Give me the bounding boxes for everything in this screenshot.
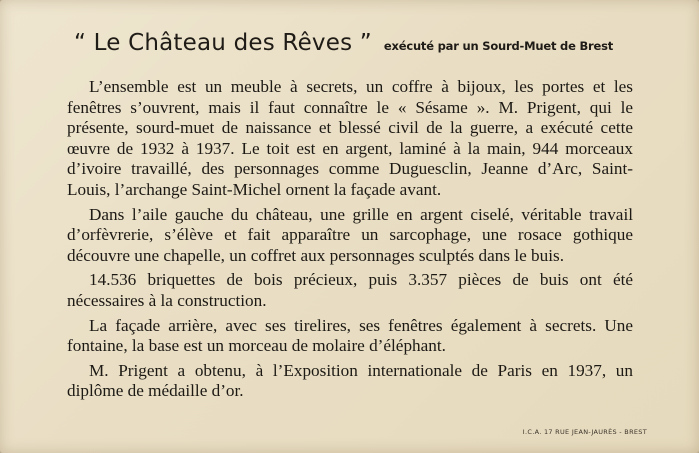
document-title: “ Le Château des Rêves ” (74, 30, 372, 56)
header (74, 30, 674, 56)
printer-imprint: I.C.A. 17 RUE JEAN-JAURÈS - BREST (522, 428, 647, 436)
paragraph-2: Dans l’aile gauche du château, une grille en argent ciselé, véritable travail d’orfèvrerie, s’élève et fait apparaître un sarcophage, une rosace gothique découvre une chapelle, un coffret aux personnages sculptés dans le buis. (67, 204, 633, 265)
paragraph-1: L’ensemble est un meuble à secrets, un coffre à bijoux, les portes et les fenêtres s’ouvrent, mais il faut connaître le « Sésame ». M. Prigent, qui le présente, sourd-muet de naissance et blessé civil de la guerre, a exécuté cette œuvre de 1932 à 1937. Le toit est en argent, laminé à la main, 944 morceaux d’ivoire travaillé, des personnages comme Duguesclin, Jeanne d’Arc, Saint-Louis, l’archange Saint-Michel ornent la façade avant. (67, 77, 633, 199)
paragraph-4: La façade arrière, avec ses tirelires, ses fenêtres également à secrets. Une fontaine, la base est un morceau de molaire d’éléphant. (67, 315, 633, 356)
paragraph-5: M. Prigent a obtenu, à l’Exposition internationale de Paris en 1937, un diplôme de médaille d’or. (67, 360, 633, 401)
paragraph-3: 14.536 briquettes de bois précieux, puis 3.357 pièces de buis ont été nécessaires à la construction. (67, 270, 633, 310)
body-text (67, 77, 633, 406)
document-subtitle: exécuté par un Sourd-Muet de Brest (383, 39, 614, 53)
